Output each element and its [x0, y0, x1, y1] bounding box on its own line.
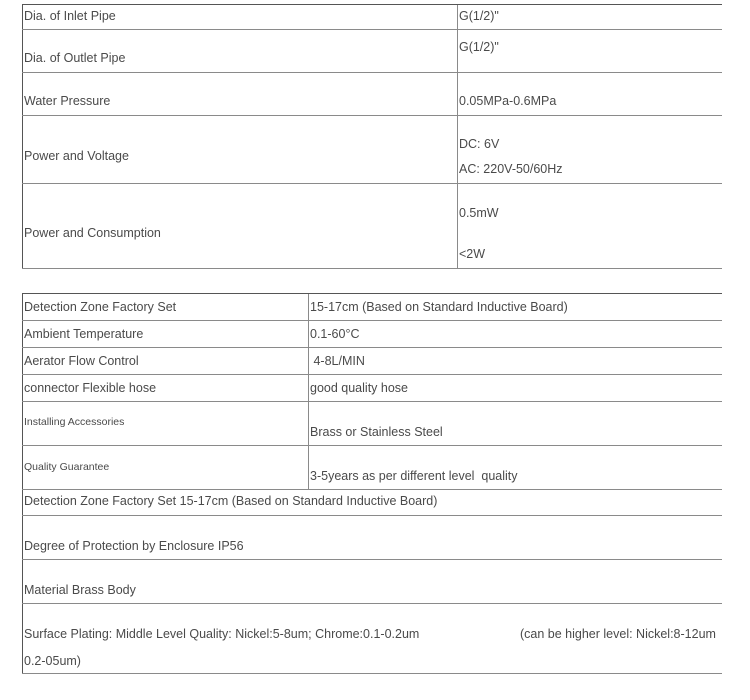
table-row [22, 116, 722, 184]
table-row [22, 30, 722, 73]
table-row [22, 446, 722, 490]
row-value: 15-17cm (Based on Standard Inductive Board) [310, 300, 568, 314]
row-value-cell [457, 184, 722, 268]
row-value: 0.1-60°C [310, 327, 360, 341]
row-label: Water Pressure [24, 94, 111, 108]
row-text: Degree of Protection by Enclosure IP56 [24, 539, 244, 553]
row-label: Ambient Temperature [24, 327, 144, 341]
row-value: DC: 6V [459, 137, 500, 151]
table-row [22, 604, 722, 674]
table-row [22, 516, 722, 560]
full-width-cell [22, 516, 722, 559]
row-value-cell [308, 348, 722, 374]
row-label-cell [22, 30, 457, 72]
surface-plating-text-continued: (can be higher level: Nickel:8-12um [520, 627, 716, 641]
row-value: 3-5years as per different level quality [310, 469, 518, 483]
row-label-cell [22, 5, 457, 29]
row-value: 4-8L/MIN [310, 354, 365, 368]
row-label-cell [22, 294, 308, 320]
row-label-cell [22, 184, 457, 268]
row-value: 0.5mW [459, 206, 499, 220]
row-value: <2W [459, 247, 486, 261]
row-value-cell [457, 30, 722, 72]
table-row [22, 402, 722, 446]
spec-table-details [22, 293, 722, 674]
row-value-cell [457, 73, 722, 115]
full-width-cell [22, 604, 722, 673]
table-row [22, 321, 722, 348]
row-value: good quality hose [310, 381, 408, 395]
row-value: G(1/2)" [459, 9, 499, 23]
row-value-cell [457, 116, 722, 183]
row-label: Detection Zone Factory Set [24, 300, 177, 314]
row-value-cell [457, 5, 722, 29]
row-label-cell [22, 73, 457, 115]
full-width-cell [22, 490, 722, 515]
row-value: Brass or Stainless Steel [310, 425, 443, 439]
row-value-cell [308, 321, 722, 347]
row-value-cell [308, 375, 722, 401]
row-label: Installing Accessories [24, 416, 125, 428]
row-value: 0.05MPa-0.6MPa [459, 94, 557, 108]
row-value-cell [308, 402, 722, 445]
row-label-cell [22, 321, 308, 347]
row-value-cell [308, 446, 722, 489]
row-label: Power and Consumption [24, 226, 161, 240]
table-row [22, 490, 722, 516]
row-label-cell [22, 402, 308, 445]
table-row [22, 294, 722, 321]
row-label-cell [22, 375, 308, 401]
row-value: G(1/2)" [459, 40, 499, 54]
table-row [22, 5, 722, 30]
row-value-cell [308, 294, 722, 320]
row-label: Aerator Flow Control [24, 354, 139, 368]
surface-plating-text: Surface Plating: Middle Level Quality: Nickel:5-8um; Chrome:0.1-0.2um [24, 627, 420, 641]
row-label: Power and Voltage [24, 149, 129, 163]
table-row [22, 184, 722, 269]
row-label: Dia. of Inlet Pipe [24, 9, 116, 23]
full-width-cell [22, 560, 722, 603]
row-text: Material Brass Body [24, 583, 136, 597]
spec-table-pipes-power [22, 4, 722, 269]
table-row [22, 375, 722, 402]
surface-plating-text-wrap: 0.2-05um) [24, 654, 81, 668]
row-label-cell [22, 116, 457, 183]
row-value: AC: 220V-50/60Hz [459, 162, 563, 176]
table-row [22, 560, 722, 604]
row-text: Detection Zone Factory Set 15-17cm (Based on Standard Inductive Board) [24, 494, 438, 508]
table-row [22, 348, 722, 375]
table-row [22, 73, 722, 116]
row-label: Quality Guarantee [24, 461, 110, 473]
row-label: Dia. of Outlet Pipe [24, 51, 126, 65]
row-label: connector Flexible hose [24, 381, 157, 395]
row-label-cell [22, 446, 308, 489]
row-label-cell [22, 348, 308, 374]
